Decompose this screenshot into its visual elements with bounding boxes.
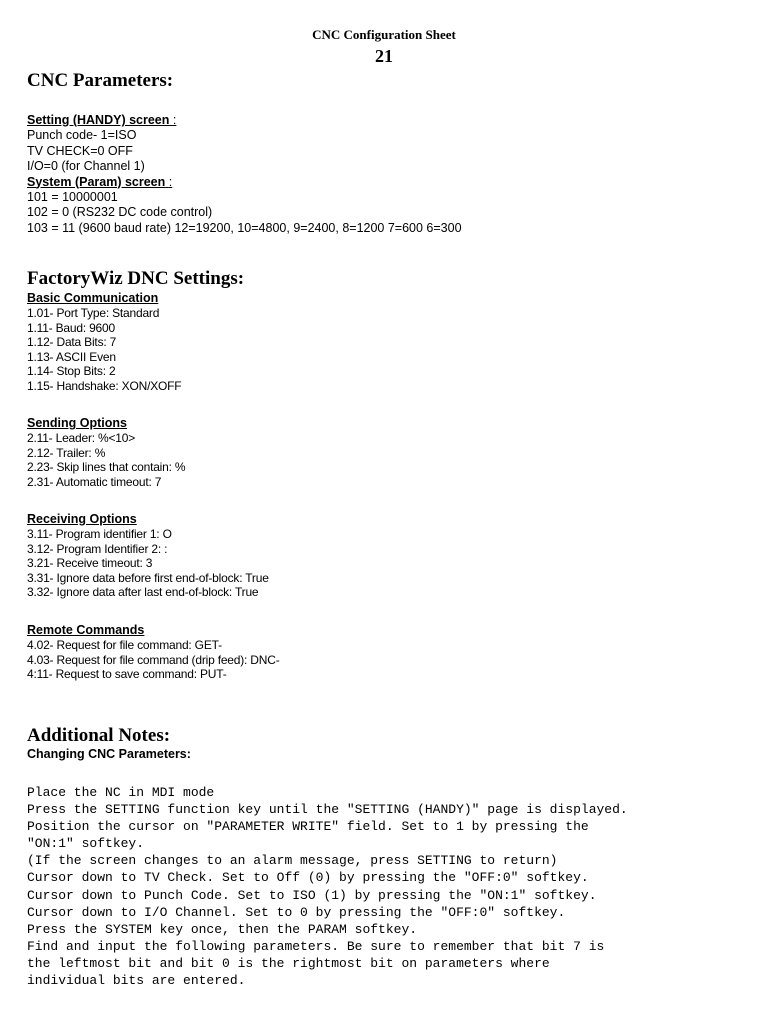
instruction-line: Find and input the following parameters. Be sure to remember that bit 7 is <box>27 938 605 954</box>
instruction-line: Place the NC in MDI mode <box>27 785 215 800</box>
setting-line: 1.15- Handshake: XON/XOFF <box>27 378 182 393</box>
receiving-options-section <box>27 512 269 600</box>
additional-notes-heading: Additional Notes: <box>27 725 171 746</box>
changing-parameters-subheading: Changing CNC Parameters: <box>27 747 191 761</box>
setting-screen-label: Setting (HANDY) screen : <box>27 113 177 127</box>
cnc-parameters-heading: CNC Parameters: <box>27 70 174 91</box>
instruction-line: Position the cursor on "PARAMETER WRITE" field. Set to 1 by pressing the <box>27 819 589 835</box>
setting-line: 3.11- Program identifier 1: O <box>27 527 172 541</box>
instruction-line: Cursor down to I/O Channel. Set to 0 by pressing the "OFF:0" softkey. <box>27 904 566 920</box>
setting-line: 1.13- ASCII Even <box>27 349 116 364</box>
sending-options-section <box>27 416 185 489</box>
instructions-block <box>27 784 628 989</box>
document-title: CNC Configuration Sheet <box>312 27 456 42</box>
setting-line: Punch code- 1=ISO <box>27 128 137 142</box>
setting-line: 4:11- Request to save command: PUT- <box>27 667 227 682</box>
system-line: 102 = 0 (RS232 DC code control) <box>27 205 213 219</box>
cnc-parameters-section <box>27 113 462 236</box>
remote-commands-label: Remote Commands <box>27 623 145 637</box>
instruction-line: Press the SYSTEM key once, then the PARAM softkey. <box>27 921 418 937</box>
instruction-line: the leftmost bit and bit 0 is the rightmost bit on parameters where <box>27 955 550 971</box>
setting-line: 3.21- Receive timeout: 3 <box>27 556 153 571</box>
basic-communication-label: Basic Communication <box>27 291 159 305</box>
setting-line: 3.31- Ignore data before first end-of-block: True <box>27 570 269 585</box>
setting-line: 2.11- Leader: %<10> <box>27 431 136 445</box>
setting-line: 2.23- Skip lines that contain: % <box>27 460 186 475</box>
system-line: 103 = 11 (9600 baud rate) 12=19200, 10=4800, 9=2400, 8=1200 7=600 6=300 <box>27 220 462 235</box>
instruction-line: "ON:1" softkey. <box>27 836 145 852</box>
setting-line: 4.02- Request for file command: GET- <box>27 638 222 652</box>
instruction-line: Cursor down to TV Check. Set to Off (0) by pressing the "OFF:0" softkey. <box>27 870 589 886</box>
setting-line: 4.03- Request for file command (drip feed): DNC- <box>27 652 280 667</box>
setting-line: I/O=0 (for Channel 1) <box>27 159 145 173</box>
instruction-line: (If the screen changes to an alarm message, press SETTING to return) <box>27 853 558 869</box>
setting-line: 1.14- Stop Bits: 2 <box>27 364 116 379</box>
page-number: 21 <box>375 46 393 66</box>
receiving-options-label: Receiving Options <box>27 512 137 526</box>
instruction-line: Press the SETTING function key until the "SETTING (HANDY)" page is displayed. <box>27 802 628 818</box>
setting-line: 2.31- Automatic timeout: 7 <box>27 474 162 489</box>
remote-commands-section <box>27 623 280 682</box>
setting-line: 2.12- Trailer: % <box>27 445 106 460</box>
setting-line: 3.12- Program Identifier 2: : <box>27 541 168 556</box>
setting-line: 1.12- Data Bits: 7 <box>27 335 117 350</box>
sending-options-label: Sending Options <box>27 416 127 430</box>
instruction-line: individual bits are entered. <box>27 973 246 989</box>
setting-line: 1.11- Baud: 9600 <box>27 320 115 335</box>
setting-line: 3.32- Ignore data after last end-of-block: True <box>27 585 259 600</box>
dnc-settings-heading: FactoryWiz DNC Settings: <box>27 268 245 289</box>
instruction-line: Cursor down to Punch Code. Set to ISO (1) by pressing the "ON:1" softkey. <box>27 887 597 903</box>
system-screen-label: System (Param) screen : <box>27 174 173 189</box>
system-line: 101 = 10000001 <box>27 189 118 204</box>
setting-line: TV CHECK=0 OFF <box>27 143 133 158</box>
setting-line: 1.01- Port Type: Standard <box>27 306 160 320</box>
basic-communication-section <box>27 291 181 394</box>
